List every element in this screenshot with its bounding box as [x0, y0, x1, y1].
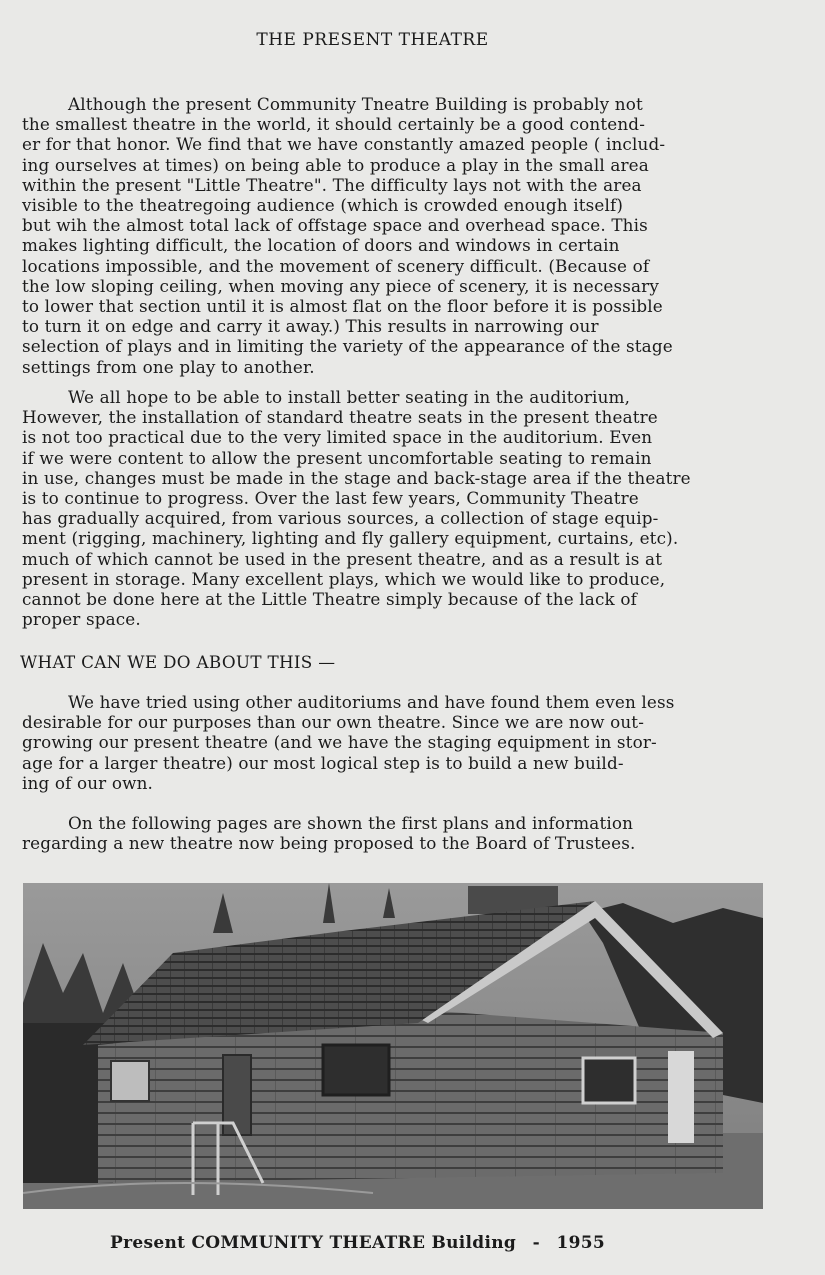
- right-door-panel: [668, 1051, 694, 1143]
- text-line: We all hope to be able to install better seating in the auditorium,: [68, 387, 631, 407]
- text-line: On the following pages are shown the first plans and information: [68, 813, 634, 833]
- text-line: locations impossible, and the movement of scenery difficult. (Because of: [22, 255, 650, 276]
- text-line: the low sloping ceiling, when moving any piece of scenery, it is necessary: [22, 275, 659, 296]
- text-line: makes lighting difficult, the location of doors and windows in certain: [22, 235, 620, 256]
- section-heading: WHAT CAN WE DO ABOUT THIS —: [20, 652, 336, 672]
- text-line: However, the installation of standard theatre seats in the present theatre: [22, 407, 658, 428]
- text-line: is to continue to progress. Over the last few years, Community Theatre: [22, 488, 639, 509]
- right-window: [583, 1058, 635, 1103]
- text-line: if we were content to allow the present uncomfortable seating to remain: [22, 447, 652, 468]
- left-window: [111, 1061, 149, 1101]
- text-line: present in storage. Many excellent plays, which we would like to produce,: [22, 568, 666, 589]
- text-line: We have tried using other auditoriums and have found them even less: [68, 692, 675, 712]
- text-line: proper space.: [22, 609, 141, 630]
- paragraph-1: [22, 94, 673, 377]
- paragraph-3: [22, 692, 675, 793]
- text-line: to lower that section until it is almost flat on the floor before it is possible: [22, 296, 663, 317]
- text-line: within the present "Little Theatre". The difficulty lays not with the area: [22, 174, 642, 195]
- text-line: ing of our own.: [22, 772, 154, 793]
- text-line: selection of plays and in limiting the variety of the appearance of the stage: [22, 336, 673, 357]
- building-photo-illustration: [23, 883, 763, 1209]
- caption-year: 1955: [556, 1233, 606, 1253]
- text-line: cannot be done here at the Little Theatre simply because of the lack of: [22, 589, 637, 610]
- text-line: is not too practical due to the very limited space in the auditorium. Even: [22, 427, 653, 448]
- center-window: [323, 1045, 389, 1095]
- text-line: ing ourselves at times) on being able to produce a play in the small area: [22, 154, 649, 175]
- text-line: regarding a new theatre now being proposed to the Board of Trustees.: [22, 833, 636, 854]
- theatre-building-photo: [23, 883, 763, 1209]
- text-line: the smallest theatre in the world, it should certainly be a good contend-: [22, 114, 646, 135]
- page-title: THE PRESENT THEATRE: [256, 30, 489, 50]
- paragraph-4: [22, 813, 635, 853]
- text-line: ment (rigging, machinery, lighting and fly gallery equipment, curtains, etc).: [22, 528, 679, 549]
- text-line: in use, changes must be made in the stage and back-stage area if the theatre: [22, 467, 691, 488]
- text-line: to turn it on edge and carry it away.) This results in narrowing our: [22, 316, 599, 337]
- text-line: much of which cannot be used in the present theatre, and as a result is at: [22, 548, 663, 569]
- text-line: settings from one play to another.: [22, 356, 315, 377]
- text-line: growing our present theatre (and we have the staging equipment in stor-: [22, 732, 657, 753]
- caption-text: Present COMMUNITY THEATRE Building: [110, 1233, 517, 1253]
- text-line: desirable for our purposes than our own theatre. Since we are now out-: [22, 712, 645, 733]
- text-line: but wih the almost total lack of offstage space and overhead space. This: [22, 215, 648, 236]
- photo-caption: [110, 1233, 605, 1253]
- text-line: age for a larger theatre) our most logical step is to build a new build-: [22, 752, 624, 773]
- text-line: er for that honor. We find that we have constantly amazed people ( includ-: [22, 134, 666, 155]
- paragraph-2: [22, 387, 691, 629]
- text-line: visible to the theatregoing audience (which is crowded enough itself): [22, 195, 624, 216]
- text-line: has gradually acquired, from various sources, a collection of stage equip-: [22, 508, 659, 529]
- text-line: Although the present Community Tneatre Building is probably not: [68, 94, 643, 114]
- caption-separator: -: [532, 1233, 540, 1253]
